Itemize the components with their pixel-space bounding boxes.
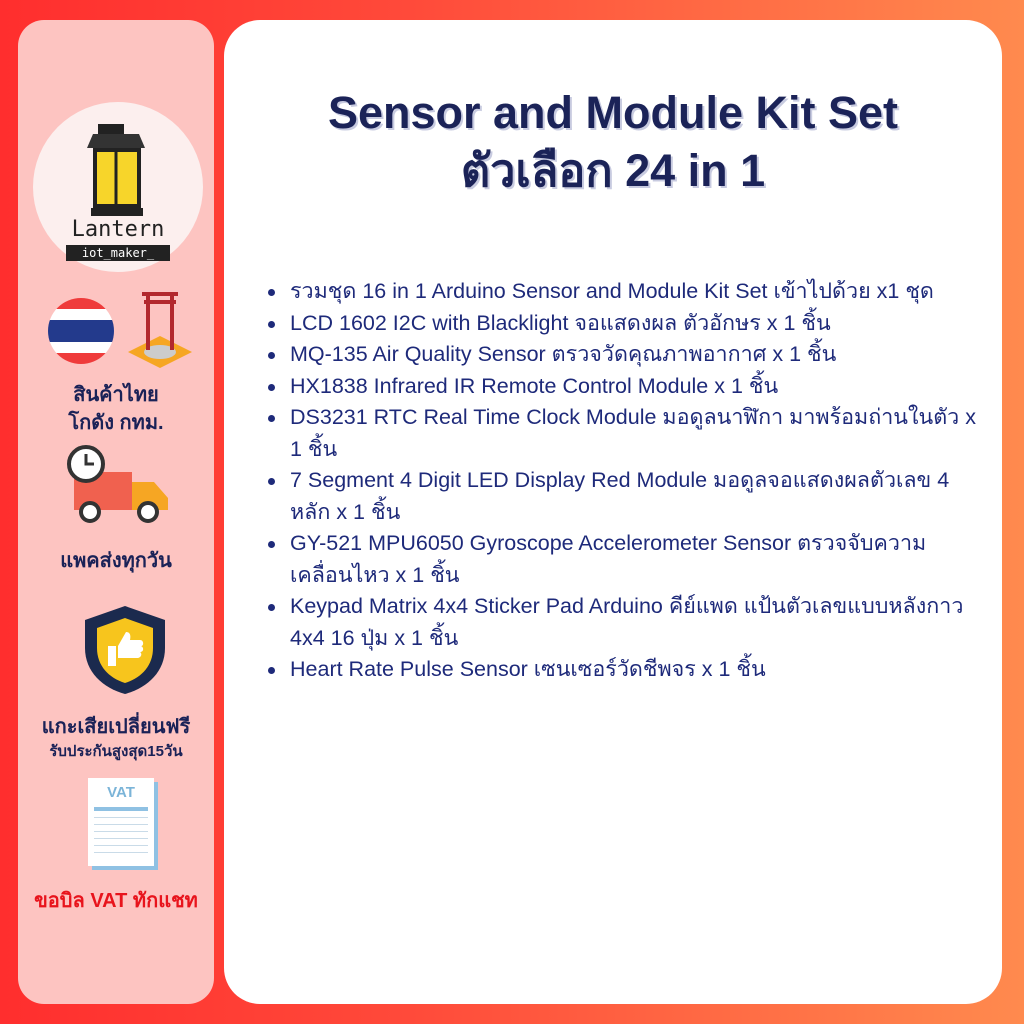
list-item: Keypad Matrix 4x4 Sticker Pad Arduino คีย์แพด แป้นตัวเลขแบบหลังกาว 4x4 16 ปุ่ม x 1 ชิ้น [268,591,988,654]
title-line1: Sensor and Module Kit Set [327,87,899,138]
vat-doc-label: VAT [107,784,135,801]
warranty-line2: รับประกันสูงสุด15วัน [49,743,183,760]
list-item: HX1838 Infrared IR Remote Control Module x 1 ชิ้น [268,371,988,403]
logo-name: Lantern [71,217,165,242]
shipping-text: แพคส่งทุกวัน [60,550,172,572]
delivery-truck-icon [66,444,172,528]
vat-text: ขอบิล VAT ทักแชท [34,890,198,912]
kit-contents-list [268,276,988,686]
list-item: GY-521 MPU6050 Gyroscope Accelerometer Sensor ตรวจจับความเคลื่อนไหว x 1 ชิ้น [268,528,988,591]
list-item: รวมชุด 16 in 1 Arduino Sensor and Module Kit Set เข้าไปด้วย x1 ชุด [268,276,988,308]
lantern-logo [33,102,203,272]
local-line1: สินค้าไทย [73,384,159,406]
warranty-line1: แกะเสียเปลี่ยนฟรี [41,716,191,738]
list-item: DS3231 RTC Real Time Clock Module มอดูลนาฬิกา มาพร้อมถ่านในตัว x 1 ชิ้น [268,402,988,465]
local-line2: โกดัง กทม. [68,412,164,434]
list-item: Heart Rate Pulse Sensor เซนเซอร์วัดชีพจร x 1 ชิ้น [268,654,988,686]
giant-swing-icon [124,282,196,372]
thai-flag-icon [48,298,114,364]
warranty-shield-icon [82,604,168,696]
main-panel [224,20,1002,1004]
list-item: MQ-135 Air Quality Sensor ตรวจวัดคุณภาพอากาศ x 1 ชิ้น [268,339,988,371]
vat-document-icon [88,778,154,866]
page-title [224,84,1002,200]
list-item: LCD 1602 I2C with Blacklight จอแสดงผล ตัวอักษร x 1 ชิ้น [268,308,988,340]
title-line2: ตัวเลือก 24 in 1 [460,145,766,196]
logo-tagline: iot_maker_ [66,245,170,261]
sidebar-panel [18,20,214,1004]
list-item: 7 Segment 4 Digit LED Display Red Module มอดูลจอแสดงผลตัวเลข 4 หลัก x 1 ชิ้น [268,465,988,528]
